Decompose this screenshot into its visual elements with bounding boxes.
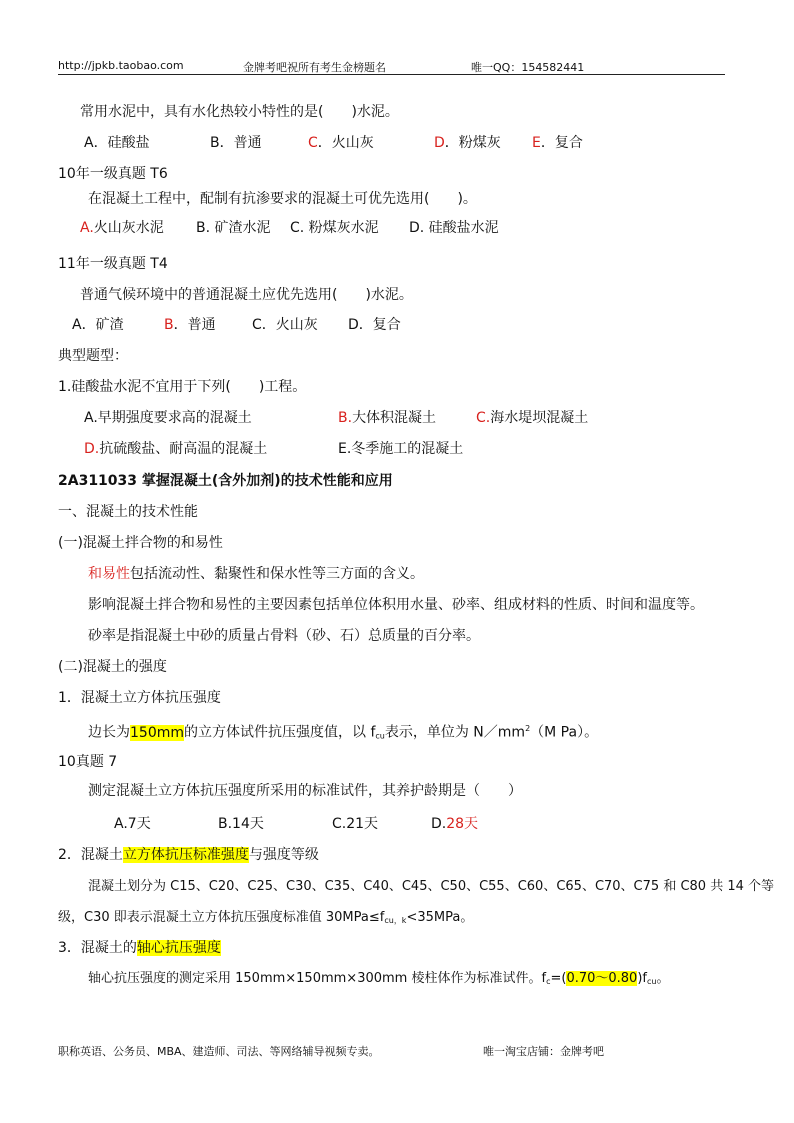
paragraph-grades-line1: 混凝土划分为 C15、C20、C25、C30、C35、C40、C45、C50、C55、C60、C65、C70、C75 和 C80 共 14 个等 [88,879,775,894]
q4-stem: 测定混凝土立方体抗压强度所采用的标准试件，其养护龄期是（ ） [88,783,522,799]
q4-title: 10真题 7 [58,754,118,770]
header-url: http://jpkb.taobao.com [58,59,184,72]
q4-option-c: C.21天 [332,816,379,832]
footer-right: 唯一淘宝店铺：金牌考吧 [483,1045,604,1058]
paragraph-workability: 和易性包括流动性、黏聚性和保水性等三方面的含义。 [88,566,424,582]
header-slogan: 金牌考吧祝所有考生金榜题名 [243,61,386,74]
q3-option-c: C．火山灰 [252,317,318,333]
q1-stem: 常用水泥中，具有水化热较小特性的是( )水泥。 [80,104,399,120]
q2-option-b: B. 矿渣水泥 [196,220,271,236]
typical-option-c: C.海水堤坝混凝土 [476,410,589,426]
paragraph-cube-strength: 边长为150mm的立方体试件抗压强度值，以 $f_{cu}$表示，单位为 $N/mm^2(M$ Pa）。 [88,724,599,741]
typical-option-e: E.冬季施工的混凝土 [338,441,464,457]
q3-title: 11年一级真题 T4 [58,256,168,272]
q3-option-b: B．普通 [164,317,216,333]
typical-option-b: B.大体积混凝土 [338,410,437,426]
q4-option-b: B.14天 [218,816,264,832]
typical-option-d: D.抗硫酸盐、耐高温的混凝土 [84,441,268,457]
paragraph-sand-ratio: 砂率是指混凝土中砂的质量占骨料（砂、石）总质量的百分率。 [88,628,480,644]
q1-option-d: D．粉煤灰 [434,135,501,151]
heading-axial-strength: 3．混凝土的轴心抗压强度 [58,940,221,956]
heading-strength: (二)混凝土的强度 [58,659,167,675]
footer-left: 职称英语、公务员、MBA、建造师、司法、等网络辅导视频专卖。 [58,1045,380,1058]
heading-cube-strength: 1．混凝土立方体抗压强度 [58,690,221,706]
q2-option-c: C. 粉煤灰水泥 [290,220,379,236]
q1-option-b: B．普通 [210,135,262,151]
q2-option-a: A.火山灰水泥 [80,220,164,236]
paragraph-axial-strength: 轴心抗压强度的测定采用 150mm×150mm×300mm 棱柱体作为标准试件。$f_c=(0.70\sim 0.80)f_{cu}$。 [88,971,670,986]
heading-standard-strength: 2．混凝土立方体抗压标准强度与强度等级 [58,847,319,863]
section-title: 2A311033 掌握混凝土(含外加剂)的技术性能和应用 [58,473,393,489]
typical-stem: 1.硅酸盐水泥不宜用于下列( )工程。 [58,379,307,395]
q4-option-a: A.7天 [114,816,151,832]
q4-option-d: D.28天 [431,816,479,832]
q3-stem: 普通气候环境中的普通混凝土应优先选用( )水泥。 [80,287,413,303]
q1-option-e: E．复合 [532,135,583,151]
paragraph-grades-line2: 级，C30 即表示混凝土立方体抗压强度标准值 $30MPa\le f_{cu,k}<35MPa$。 [58,910,474,925]
q3-option-d: D．复合 [348,317,401,333]
heading-technical-performance: 一、混凝土的技术性能 [58,504,198,520]
header-qq: 唯一QQ：154582441 [471,61,585,74]
heading-workability: (一)混凝土拌合物的和易性 [58,535,223,551]
q3-option-a: A．矿渣 [72,317,124,333]
typical-option-a: A.早期强度要求高的混凝土 [84,410,252,426]
q2-option-d: D. 硅酸盐水泥 [409,220,499,236]
q1-option-c: C．火山灰 [308,135,374,151]
q1-option-a: A．硅酸盐 [84,135,150,151]
page-header [58,58,725,75]
paragraph-factors: 影响混凝土拌合物和易性的主要因素包括单位体积用水量、砂率、组成材料的性质、时间和温度等。 [88,597,704,613]
q2-stem: 在混凝土工程中，配制有抗渗要求的混凝土可优先选用( )。 [88,191,477,207]
q2-title: 10年一级真题 T6 [58,166,168,182]
typical-title: 典型题型： [58,348,128,364]
